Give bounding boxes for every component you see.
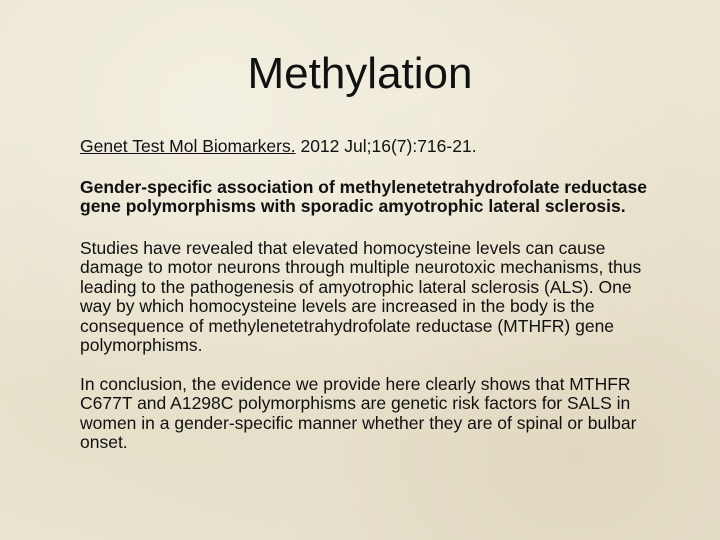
journal-link[interactable]: Genet Test Mol Biomarkers. xyxy=(80,136,296,156)
slide-body xyxy=(80,137,650,472)
abstract-paragraph-1: Studies have revealed that elevated homocysteine levels can cause damage to motor neurons through multiple neurotoxic mechanisms, thus leading to the pathogenesis of amyotrophic lateral sclerosis (ALS). One way by which homocysteine levels are increased in the body is the consequence of methylenetetrahydrofolate reductase (MTHFR) gene polymorphisms. xyxy=(80,237,642,355)
citation-details: 2012 Jul;16(7):716-21. xyxy=(295,136,477,156)
slide-title: Methylation xyxy=(247,49,473,98)
citation xyxy=(80,137,650,157)
article-title: Gender-specific association of methylenetetrahydrofolate reductase gene polymorphisms with sporadic amyotrophic lateral sclerosis. xyxy=(80,176,647,216)
abstract-paragraph-2: In conclusion, the evidence we provide here clearly shows that MTHFR C677T and A1298C polymorphisms are genetic risk factors for SALS in women in a gender-specific manner whether they are of spinal or bulbar onset. xyxy=(80,373,637,452)
